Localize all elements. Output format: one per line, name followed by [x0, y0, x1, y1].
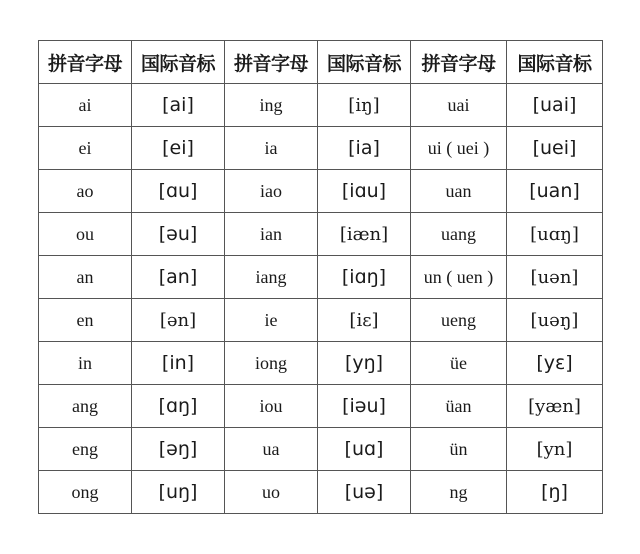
pinyin-cell: ei — [39, 127, 132, 170]
table-row — [39, 127, 603, 170]
pinyin-cell: uan — [411, 170, 507, 213]
pinyin-cell: en — [39, 299, 132, 342]
pinyin-cell: uo — [225, 471, 318, 514]
pinyin-cell: eng — [39, 428, 132, 471]
pinyin-cell: ün — [411, 428, 507, 471]
ipa-cell: [ən] — [132, 299, 225, 342]
ipa-cell: [in] — [132, 342, 225, 385]
pinyin-cell: ui ( uei ) — [411, 127, 507, 170]
pinyin-cell: iong — [225, 342, 318, 385]
ipa-cell: [uŋ] — [132, 471, 225, 514]
header-pinyin-2: 拼音字母 — [225, 41, 318, 84]
ipa-cell: [ei] — [132, 127, 225, 170]
pinyin-cell: uang — [411, 213, 507, 256]
pinyin-cell: ang — [39, 385, 132, 428]
ipa-cell: [ɑu] — [132, 170, 225, 213]
ipa-cell: [uɑ] — [318, 428, 411, 471]
ipa-cell: [yŋ] — [318, 342, 411, 385]
ipa-cell: [an] — [132, 256, 225, 299]
pinyin-cell: ou — [39, 213, 132, 256]
pinyin-cell: üe — [411, 342, 507, 385]
ipa-cell: [yn] — [507, 428, 603, 471]
table-row — [39, 428, 603, 471]
table-row — [39, 213, 603, 256]
header-pinyin-1: 拼音字母 — [39, 41, 132, 84]
table-row — [39, 385, 603, 428]
ipa-cell: [ŋ] — [507, 471, 603, 514]
pinyin-cell: uai — [411, 84, 507, 127]
pinyin-cell: üan — [411, 385, 507, 428]
pinyin-cell: iou — [225, 385, 318, 428]
table-row — [39, 342, 603, 385]
ipa-cell: [uɑŋ] — [507, 213, 603, 256]
table-row — [39, 170, 603, 213]
ipa-cell: [iɑŋ] — [318, 256, 411, 299]
pinyin-cell: ian — [225, 213, 318, 256]
ipa-cell: [əu] — [132, 213, 225, 256]
pinyin-cell: in — [39, 342, 132, 385]
pinyin-cell: ua — [225, 428, 318, 471]
ipa-cell: [ai] — [132, 84, 225, 127]
pinyin-cell: ia — [225, 127, 318, 170]
pinyin-cell: ie — [225, 299, 318, 342]
table-row — [39, 299, 603, 342]
pinyin-cell: ong — [39, 471, 132, 514]
header-row — [39, 41, 603, 84]
pinyin-cell: iao — [225, 170, 318, 213]
ipa-cell: [uəŋ] — [507, 299, 603, 342]
pinyin-cell: iang — [225, 256, 318, 299]
ipa-cell: [ia] — [318, 127, 411, 170]
header-ipa-3: 国际音标 — [507, 41, 603, 84]
ipa-cell: [uə] — [318, 471, 411, 514]
ipa-cell: [iŋ] — [318, 84, 411, 127]
pinyin-cell: un ( uen ) — [411, 256, 507, 299]
ipa-cell: [ɑŋ] — [132, 385, 225, 428]
pinyin-cell: ao — [39, 170, 132, 213]
header-ipa-2: 国际音标 — [318, 41, 411, 84]
pinyin-ipa-table-container — [38, 40, 602, 507]
pinyin-cell: ueng — [411, 299, 507, 342]
pinyin-cell: an — [39, 256, 132, 299]
ipa-cell: [uan] — [507, 170, 603, 213]
ipa-cell: [iæn] — [318, 213, 411, 256]
ipa-cell: [əŋ] — [132, 428, 225, 471]
ipa-cell: [uai] — [507, 84, 603, 127]
ipa-cell: [iəu] — [318, 385, 411, 428]
table-row — [39, 84, 603, 127]
ipa-cell: [iɛ] — [318, 299, 411, 342]
pinyin-ipa-table — [38, 40, 603, 514]
ipa-cell: [yæn] — [507, 385, 603, 428]
table-row — [39, 471, 603, 514]
header-pinyin-3: 拼音字母 — [411, 41, 507, 84]
ipa-cell: [yɛ] — [507, 342, 603, 385]
pinyin-cell: ai — [39, 84, 132, 127]
ipa-cell: [uən] — [507, 256, 603, 299]
pinyin-cell: ing — [225, 84, 318, 127]
table-row — [39, 256, 603, 299]
ipa-cell: [uei] — [507, 127, 603, 170]
ipa-cell: [iɑu] — [318, 170, 411, 213]
header-ipa-1: 国际音标 — [132, 41, 225, 84]
pinyin-cell: ng — [411, 471, 507, 514]
